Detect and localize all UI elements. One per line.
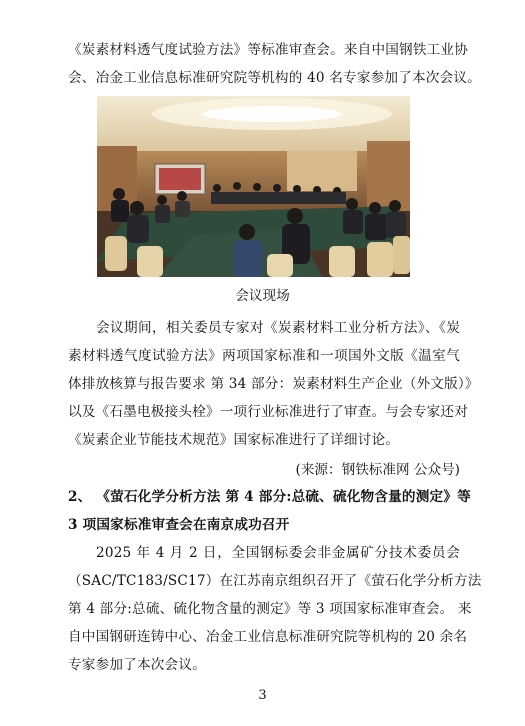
- paragraph-line: 素材料透气度试验方法》两项国家标准和一项国外文版《温室气: [68, 348, 460, 364]
- paragraph-line: 以及《石墨电极接头栓》一项行业标准进行了审查。与会专家还对: [68, 404, 469, 420]
- page-number: 3: [258, 688, 267, 703]
- source-note: (来源：钢铁标准网 公众号): [295, 462, 460, 478]
- section-heading: 3 项国家标准审查会在南京成功召开: [68, 517, 290, 533]
- paragraph-line: 2025 年 4 月 2 日，全国钢标委会非金属矿分技术委员会: [96, 545, 460, 561]
- paragraph-line: 第 4 部分:总硫、硫化物含量的测定》等 3 项国家标准审查会。 来: [68, 601, 472, 617]
- meeting-room-illustration: [97, 96, 410, 277]
- paragraph-line: 专家参加了本次会议。: [68, 657, 206, 673]
- paragraph-line: 会议期间，相关委员专家对《炭素材料工业分析方法》、《炭: [96, 320, 460, 336]
- paragraph-line: 《炭素企业节能技术规范》国家标准进行了详细讨论。: [68, 432, 400, 448]
- meeting-photo: [97, 96, 410, 277]
- photo-caption: 会议现场: [235, 288, 290, 304]
- paragraph-line: 《炭素材料透气度试验方法》等标准审查会。来自中国钢铁工业协: [68, 42, 469, 58]
- section-heading: 2、 《萤石化学分析方法 第 4 部分:总硫、硫化物含量的测定》等: [68, 489, 471, 505]
- paragraph-line: 体排放核算与报告要求 第 34 部分：炭素材料生产企业（外文版）》: [68, 376, 479, 392]
- paragraph-line: （SAC/TC183/SC17）在江苏南京组织召开了《萤石化学分析方法: [68, 573, 482, 589]
- paragraph-line: 自中国钢研连铸中心、冶金工业信息标准研究院等机构的 20 余名: [68, 629, 468, 645]
- paragraph-line: 会、冶金工业信息标准研究院等机构的 40 名专家参加了本次会议。: [68, 70, 481, 86]
